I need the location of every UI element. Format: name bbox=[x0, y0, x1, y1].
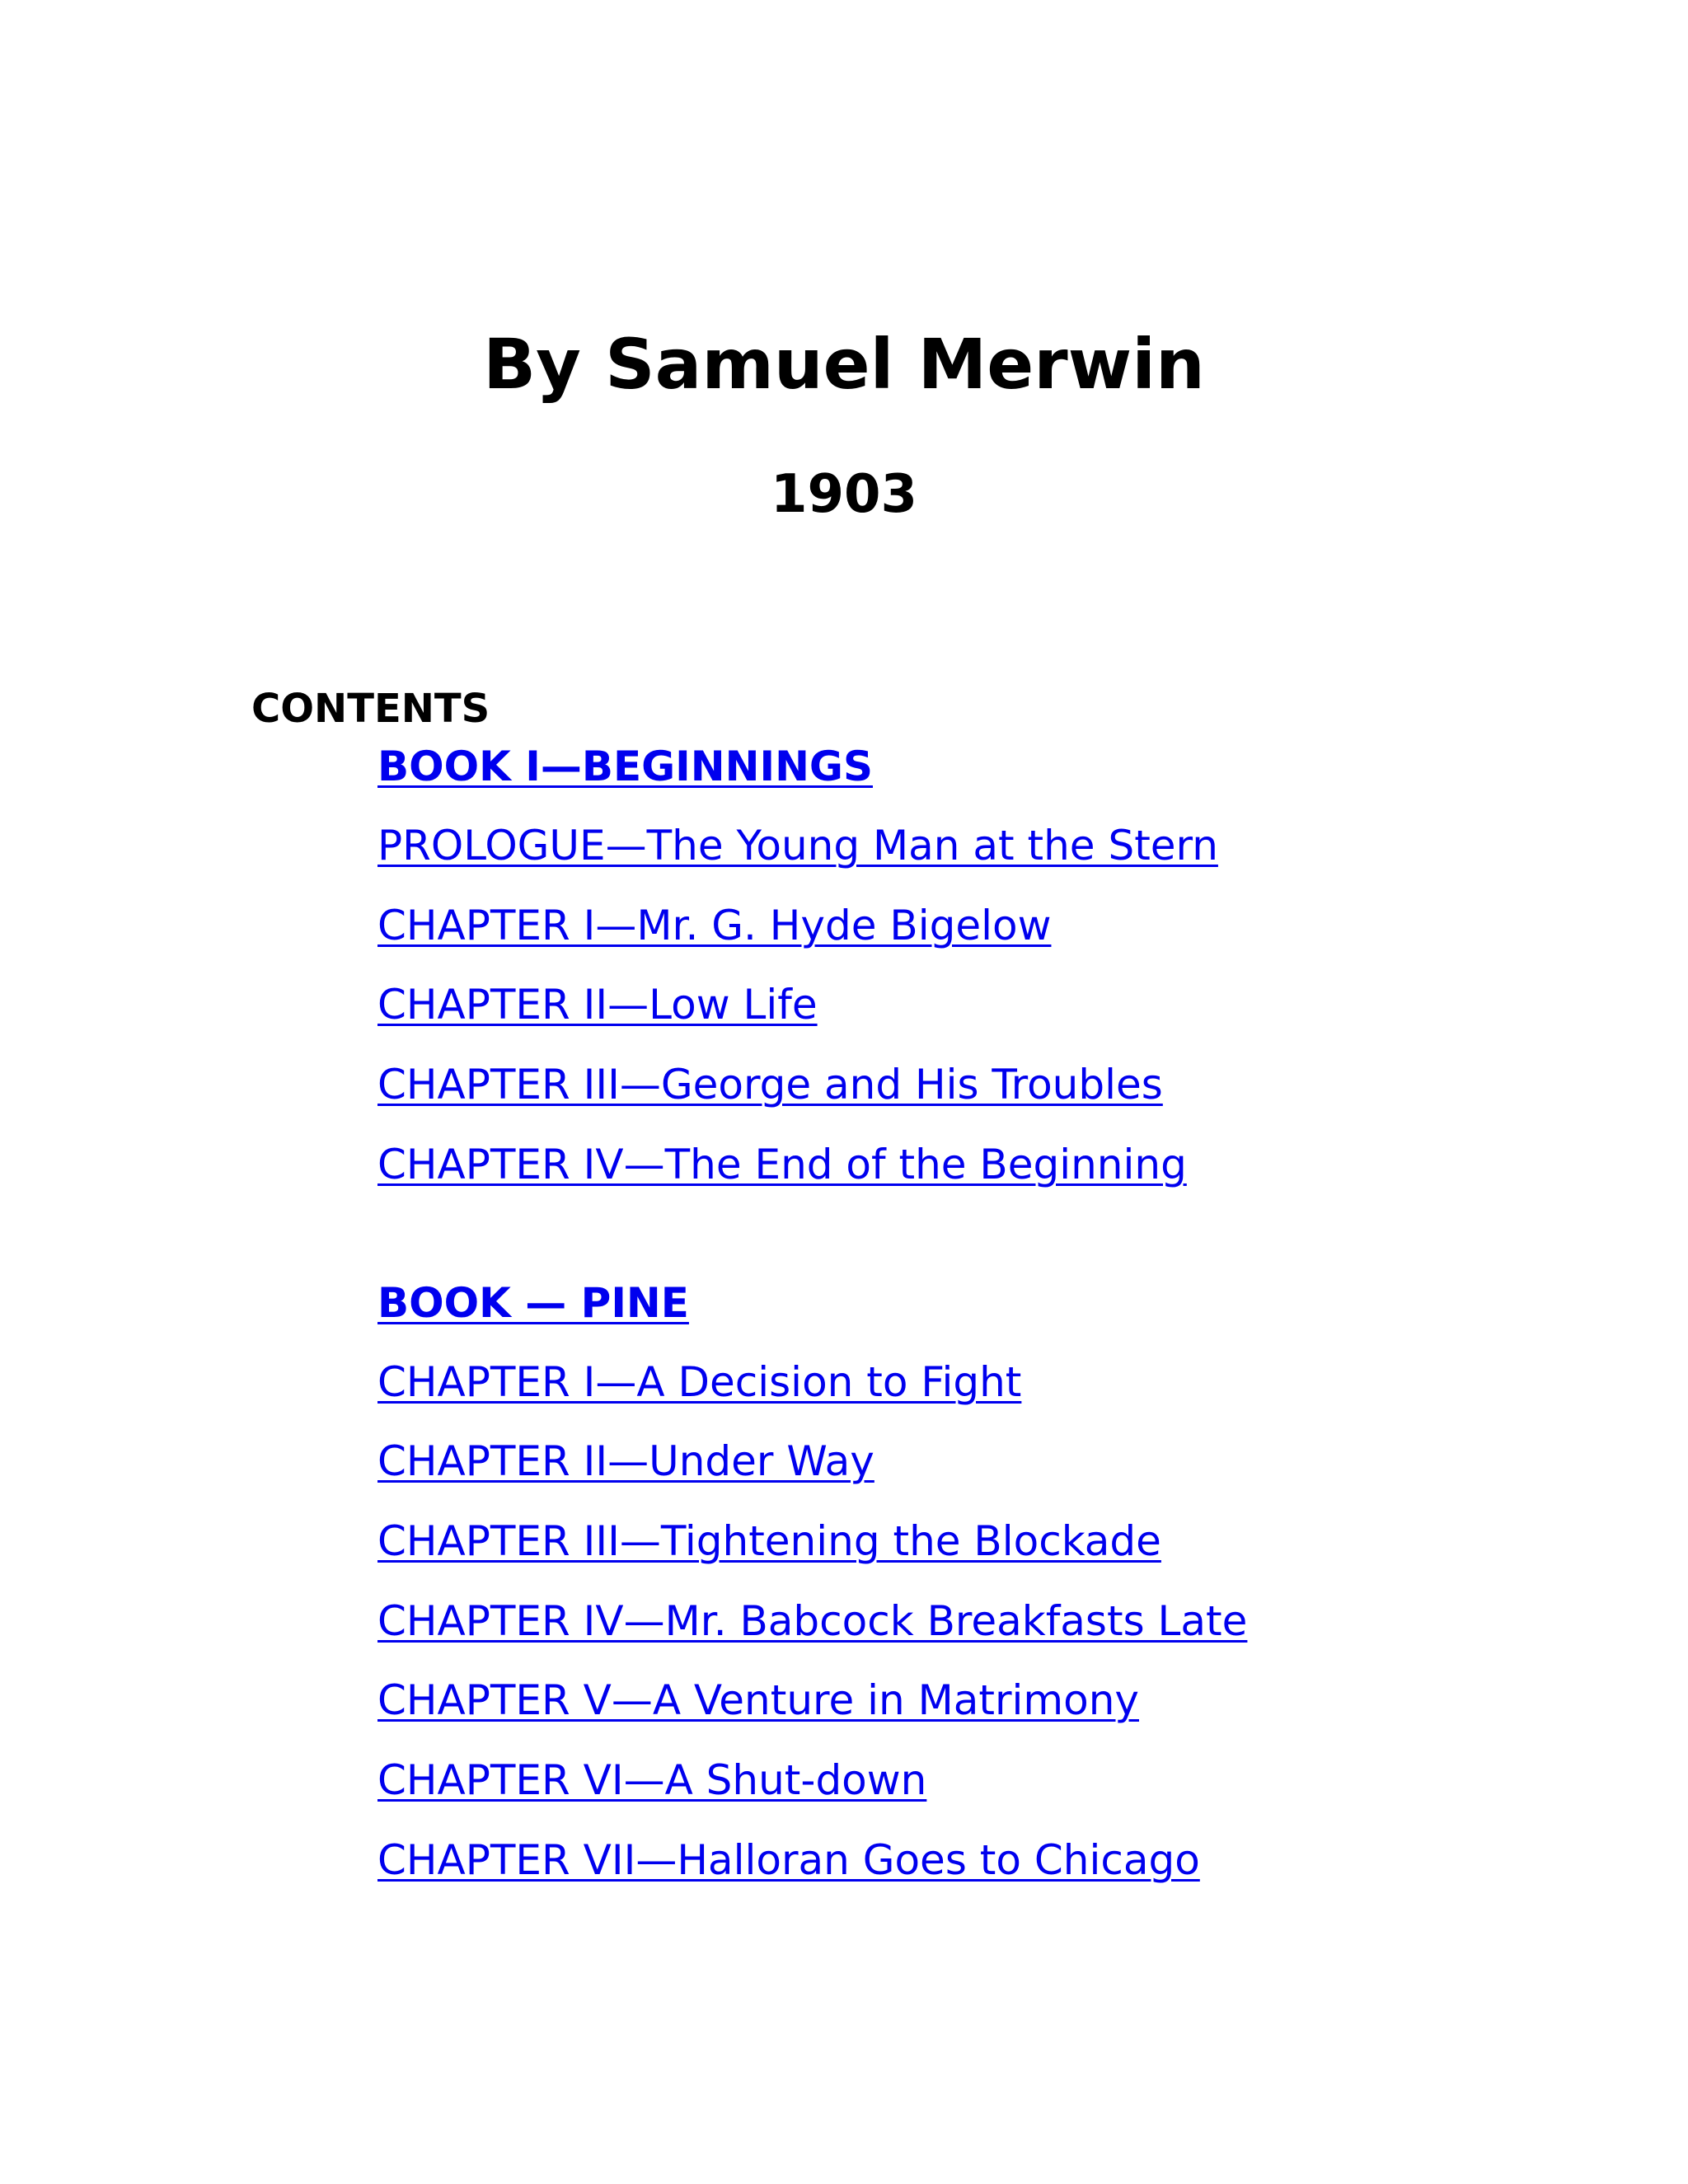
toc-book2-chapter-6-link[interactable]: CHAPTER VI—A Shut-down bbox=[377, 1756, 927, 1804]
toc-book-1-link[interactable]: BOOK I—BEGINNINGS bbox=[377, 743, 873, 790]
author-title: By Samuel Merwin bbox=[483, 324, 1205, 405]
contents-heading: CONTENTS bbox=[251, 686, 490, 732]
toc-book1-chapter-2-link[interactable]: CHAPTER II—Low Life bbox=[377, 981, 818, 1029]
publication-year: 1903 bbox=[770, 464, 918, 525]
toc-book1-chapter-1-link[interactable]: CHAPTER I—Mr. G. Hyde Bigelow bbox=[377, 902, 1052, 949]
toc-book2-chapter-7-link[interactable]: CHAPTER VII—Halloran Goes to Chicago bbox=[377, 1836, 1200, 1884]
toc-book1-chapter-4-link[interactable]: CHAPTER IV—The End of the Beginning bbox=[377, 1141, 1187, 1188]
toc-prologue-link[interactable]: PROLOGUE—The Young Man at the Stern bbox=[377, 822, 1218, 869]
toc-book2-chapter-5-link[interactable]: CHAPTER V—A Venture in Matrimony bbox=[377, 1676, 1139, 1724]
toc-book2-chapter-4-link[interactable]: CHAPTER IV—Mr. Babcock Breakfasts Late bbox=[377, 1597, 1248, 1645]
toc-book2-chapter-1-link[interactable]: CHAPTER I—A Decision to Fight bbox=[377, 1358, 1022, 1406]
toc-book-2-link[interactable]: BOOK — PINE bbox=[377, 1279, 689, 1327]
toc-book2-chapter-3-link[interactable]: CHAPTER III—Tightening the Blockade bbox=[377, 1517, 1161, 1565]
toc-book1-chapter-3-link[interactable]: CHAPTER III—George and His Troubles bbox=[377, 1061, 1163, 1108]
toc-book2-chapter-2-link[interactable]: CHAPTER II—Under Way bbox=[377, 1437, 874, 1485]
